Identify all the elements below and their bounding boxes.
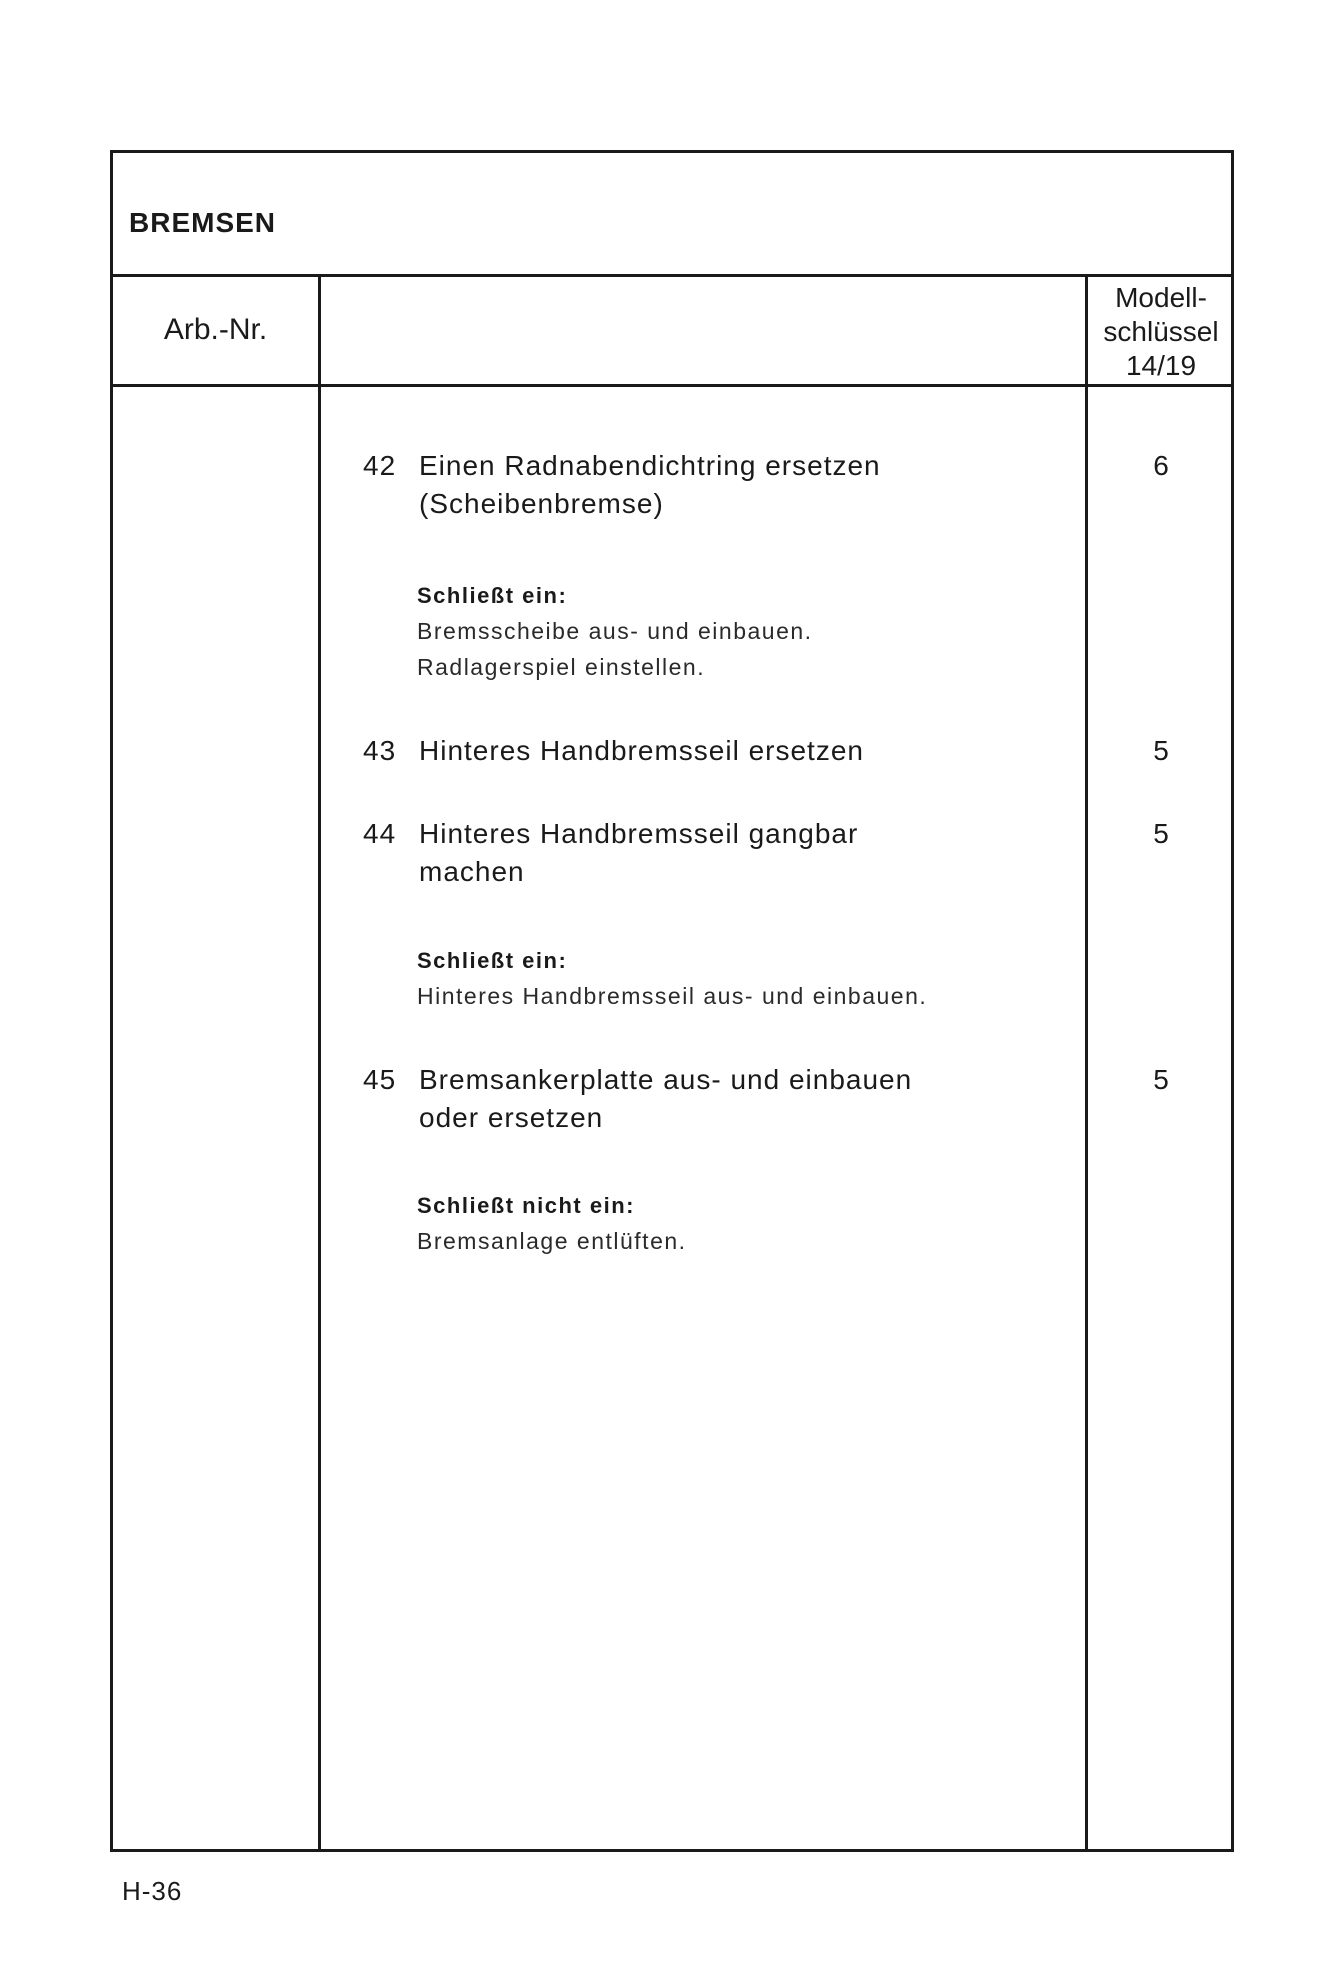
entry-key-43: 5 <box>1153 735 1169 766</box>
entry-description-line-1: Hinteres Handbremsseil gangbar <box>419 818 859 849</box>
note-line: Bremsscheibe aus- und einbauen. <box>417 618 813 644</box>
column-header-modellschluessel <box>1088 281 1234 383</box>
entry-key-44: 5 <box>1153 818 1169 849</box>
modell-line-2: schlüssel <box>1103 316 1219 347</box>
header-row-divider <box>113 384 1231 387</box>
column-divider-left <box>318 277 321 1849</box>
entry-number: 44 <box>363 818 397 849</box>
entry-description-line-2: (Scheibenbremse) <box>419 488 664 519</box>
entry-description-line-1: Hinteres Handbremsseil ersetzen <box>419 735 864 766</box>
page-number: H-36 <box>122 1876 183 1906</box>
note-label: Schließt nicht ein: <box>417 1193 635 1218</box>
modell-line-1: Modell- <box>1115 282 1207 313</box>
note-line: Radlagerspiel einstellen. <box>417 654 706 680</box>
work-entry-43 <box>363 732 1063 770</box>
entry-note-44 <box>417 944 1057 1014</box>
work-entry-42 <box>363 447 1063 523</box>
section-title: BREMSEN <box>129 207 277 238</box>
table-frame <box>110 150 1234 1852</box>
entry-description-line-2: oder ersetzen <box>419 1102 604 1133</box>
modell-line-3: 14/19 <box>1125 350 1197 381</box>
entry-key-45: 5 <box>1153 1064 1169 1095</box>
note-line: Bremsanlage entlüften. <box>417 1228 687 1254</box>
entry-key-42: 6 <box>1153 450 1169 481</box>
section-header <box>113 153 1231 277</box>
entry-number: 43 <box>363 735 397 766</box>
entry-number: 42 <box>363 450 397 481</box>
note-label: Schließt ein: <box>417 583 568 608</box>
entry-description-line-1: Bremsankerplatte aus- und einbauen <box>419 1064 913 1095</box>
entry-description-line-2: machen <box>419 856 525 887</box>
column-header-arb-nr: Arb.-Nr. <box>163 313 268 346</box>
note-label: Schließt ein: <box>417 948 568 973</box>
work-entry-44 <box>363 815 1063 891</box>
entry-description-line-1: Einen Radnabendichtring ersetzen <box>419 450 881 481</box>
note-line: Hinteres Handbremsseil aus- und einbauen. <box>417 983 928 1009</box>
work-entry-45 <box>363 1061 1063 1137</box>
entry-number: 45 <box>363 1064 397 1095</box>
entry-note-45 <box>417 1189 1057 1259</box>
entry-note-42 <box>417 579 1057 685</box>
